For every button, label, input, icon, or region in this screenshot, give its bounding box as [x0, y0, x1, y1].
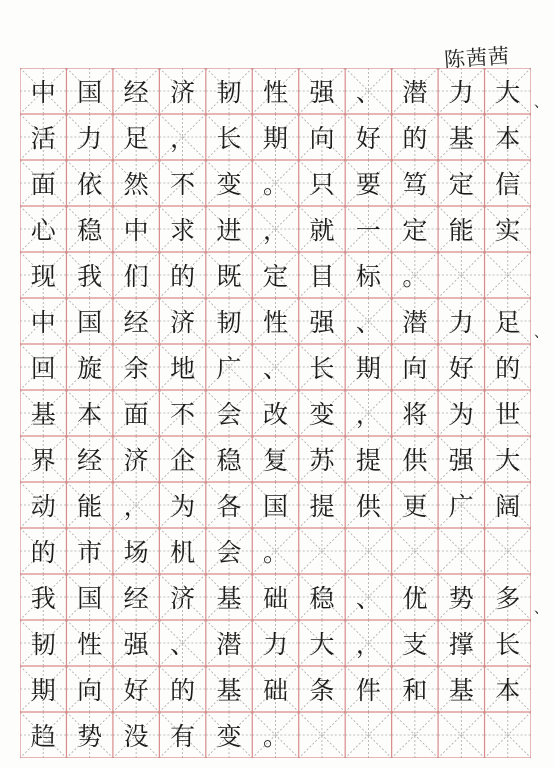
handwritten-character: 长 [216, 124, 242, 153]
handwritten-character: 期 [30, 676, 56, 705]
handwritten-character: 动 [30, 492, 56, 521]
handwritten-character: 我 [77, 262, 103, 291]
handwritten-character: 力 [448, 308, 474, 337]
handwritten-character [485, 528, 531, 574]
handwritten-character: 场 [123, 538, 149, 567]
handwritten-character: 活 [30, 124, 56, 153]
handwritten-character: 要 [355, 170, 381, 199]
handwritten-character: ， [355, 400, 381, 429]
handwritten-character: 向 [77, 676, 103, 705]
handwritten-character: 国 [77, 78, 103, 107]
handwritten-character: 旋 [77, 354, 103, 383]
handwritten-character: 定 [262, 262, 288, 291]
handwritten-character: 标 [355, 262, 381, 291]
handwritten-character: 的 [170, 262, 196, 291]
handwritten-character: 势 [448, 584, 474, 613]
handwritten-character: 提 [355, 446, 381, 475]
handwritten-character [299, 712, 345, 758]
handwritten-character: 实 [495, 216, 521, 245]
handwritten-character: 力 [77, 124, 103, 153]
handwritten-character: 、 [170, 630, 196, 659]
handwritten-character [485, 712, 531, 758]
handwritten-character: 定 [448, 170, 474, 199]
handwritten-character: 强 [309, 308, 335, 337]
handwritten-character: 础 [262, 584, 288, 613]
handwritten-character: 变 [216, 722, 242, 751]
handwritten-character: 的 [30, 538, 56, 567]
handwritten-character: 性 [77, 630, 103, 659]
handwritten-character: 济 [170, 78, 196, 107]
handwritten-character: 基 [216, 584, 242, 613]
handwritten-character: 现 [30, 262, 56, 291]
handwritten-character: 势 [77, 722, 103, 751]
handwritten-character: 能 [448, 216, 474, 245]
handwritten-character: 本 [495, 124, 521, 153]
handwritten-character: 性 [262, 308, 288, 337]
handwritten-character: 会 [216, 538, 242, 567]
handwritten-character: 基 [216, 676, 242, 705]
handwritten-character: 改 [262, 400, 288, 429]
handwritten-character: 为 [448, 400, 474, 429]
handwritten-character: 经 [123, 584, 149, 613]
handwritten-character: 目 [309, 262, 335, 291]
handwritten-character: 将 [402, 400, 428, 429]
handwritten-character: 然 [123, 170, 149, 199]
handwritten-character: 国 [262, 492, 288, 521]
handwritten-character: 变 [309, 400, 335, 429]
handwritten-character: 力 [448, 78, 474, 107]
handwritten-character: 趋 [30, 722, 56, 751]
handwritten-character: 提 [309, 492, 335, 521]
handwritten-character: 条 [309, 676, 335, 705]
handwritten-character: 好 [448, 354, 474, 383]
handwritten-character: 济 [123, 446, 149, 475]
handwritten-character: 支 [402, 630, 428, 659]
handwritten-character: 的 [495, 354, 521, 383]
handwritten-character: 进 [216, 216, 242, 245]
handwritten-character: 经 [123, 78, 149, 107]
handwritten-character: 向 [402, 354, 428, 383]
handwritten-character: 础 [262, 676, 288, 705]
handwritten-character: 基 [30, 400, 56, 429]
handwritten-character: 中 [30, 308, 56, 337]
handwritten-character: 基 [448, 676, 474, 705]
handwritten-character: 件 [355, 676, 381, 705]
handwritten-character: ， [355, 630, 381, 659]
handwritten-character: 阔 [495, 492, 521, 521]
handwritten-character: 回 [30, 354, 56, 383]
handwritten-character: 广 [448, 492, 474, 521]
handwritten-character: 向 [309, 124, 335, 153]
handwritten-character: 有 [170, 722, 196, 751]
handwritten-character: 大 [309, 630, 335, 659]
handwritten-character: 苏 [309, 446, 335, 475]
handwritten-character: 强 [309, 78, 335, 107]
handwritten-character [392, 712, 438, 758]
handwritten-character: 不 [170, 400, 196, 429]
handwritten-character: 强 [123, 630, 149, 659]
handwritten-character [438, 252, 484, 298]
handwritten-character: 广 [216, 354, 242, 383]
handwritten-character: 潜 [216, 630, 242, 659]
handwritten-character: 为 [170, 492, 196, 521]
margin-punctuation: 、 [534, 325, 548, 341]
handwritten-character: 、 [355, 584, 381, 613]
author-signature: 陈茜茜 [443, 43, 511, 73]
handwritten-character: 大 [495, 446, 521, 475]
handwritten-character: 大 [495, 78, 521, 107]
handwritten-character: 。 [262, 722, 288, 751]
handwritten-character: 的 [402, 124, 428, 153]
handwritten-character [438, 712, 484, 758]
handwritten-character: ， [123, 492, 149, 521]
handwritten-character: 笃 [402, 170, 428, 199]
handwritten-character [345, 712, 391, 758]
handwritten-character: 复 [262, 446, 288, 475]
handwritten-character: 长 [495, 630, 521, 659]
handwritten-character: 长 [309, 354, 335, 383]
handwritten-character: 不 [170, 170, 196, 199]
handwritten-character: 、 [355, 78, 381, 107]
handwritten-character: 期 [355, 354, 381, 383]
handwritten-character [485, 252, 531, 298]
handwritten-character: 会 [216, 400, 242, 429]
handwritten-character: 稳 [216, 446, 242, 475]
handwritten-character: 地 [170, 354, 196, 383]
handwritten-character: 能 [77, 492, 103, 521]
handwritten-character: 求 [170, 216, 196, 245]
handwritten-character: 中 [30, 78, 56, 107]
handwritten-character: 韧 [30, 630, 56, 659]
handwritten-character: 稳 [77, 216, 103, 245]
handwritten-character: 供 [355, 492, 381, 521]
handwritten-character: 没 [123, 722, 149, 751]
handwritten-character: 足 [123, 124, 149, 153]
handwritten-character: 韧 [216, 308, 242, 337]
handwritten-character: 供 [402, 446, 428, 475]
handwritten-character: 企 [170, 446, 196, 475]
handwritten-character: 性 [262, 78, 288, 107]
handwritten-character: 稳 [309, 584, 335, 613]
handwritten-character: 撑 [448, 630, 474, 659]
margin-punctuation: 、 [534, 601, 548, 617]
handwritten-character: 面 [30, 170, 56, 199]
handwritten-character: 既 [216, 262, 242, 291]
handwritten-character: 依 [77, 170, 103, 199]
handwritten-character [299, 528, 345, 574]
margin-punctuation: 、 [534, 95, 548, 111]
handwritten-character: 定 [402, 216, 428, 245]
handwritten-character: ， [262, 216, 288, 245]
handwritten-character: 本 [495, 676, 521, 705]
handwritten-character: 们 [123, 262, 149, 291]
handwritten-character: 足 [495, 308, 521, 337]
handwritten-character: 国 [77, 308, 103, 337]
handwritten-character: 力 [262, 630, 288, 659]
handwritten-character: 济 [170, 584, 196, 613]
handwritten-character: 市 [77, 538, 103, 567]
handwritten-character: 经 [123, 308, 149, 337]
handwritten-character: 、 [355, 308, 381, 337]
handwritten-character: 优 [402, 584, 428, 613]
handwritten-character: 变 [216, 170, 242, 199]
handwritten-character: 强 [448, 446, 474, 475]
handwritten-character: 济 [170, 308, 196, 337]
handwritten-character: 基 [448, 124, 474, 153]
handwritten-character: 。 [262, 538, 288, 567]
handwritten-character: 、 [262, 354, 288, 383]
handwritten-character [345, 528, 391, 574]
handwritten-character: 好 [123, 676, 149, 705]
handwritten-character: 世 [495, 400, 521, 429]
handwritten-character: 我 [30, 584, 56, 613]
handwritten-character: 本 [77, 400, 103, 429]
handwritten-character: 经 [77, 446, 103, 475]
handwritten-character: 期 [262, 124, 288, 153]
handwritten-character: 多 [495, 584, 521, 613]
handwritten-character: 。 [402, 262, 428, 291]
handwritten-character: 。 [262, 170, 288, 199]
handwritten-character: 只 [309, 170, 335, 199]
handwritten-character: 面 [123, 400, 149, 429]
handwritten-character: 心 [30, 216, 56, 245]
handwritten-character: 中 [123, 216, 149, 245]
handwritten-character [392, 528, 438, 574]
handwritten-character: 韧 [216, 78, 242, 107]
handwritten-character: ， [170, 124, 196, 153]
handwritten-character [438, 528, 484, 574]
handwritten-character: 余 [123, 354, 149, 383]
handwritten-character: 好 [355, 124, 381, 153]
handwritten-character: 一 [355, 216, 381, 245]
handwritten-character: 各 [216, 492, 242, 521]
handwritten-character: 国 [77, 584, 103, 613]
handwritten-character: 信 [495, 170, 521, 199]
handwritten-character: 界 [30, 446, 56, 475]
handwritten-character: 的 [170, 676, 196, 705]
handwritten-character: 就 [309, 216, 335, 245]
handwritten-character: 潜 [402, 78, 428, 107]
handwritten-character: 机 [170, 538, 196, 567]
handwritten-character: 潜 [402, 308, 428, 337]
handwritten-character: 和 [402, 676, 428, 705]
handwritten-character: 更 [402, 492, 428, 521]
